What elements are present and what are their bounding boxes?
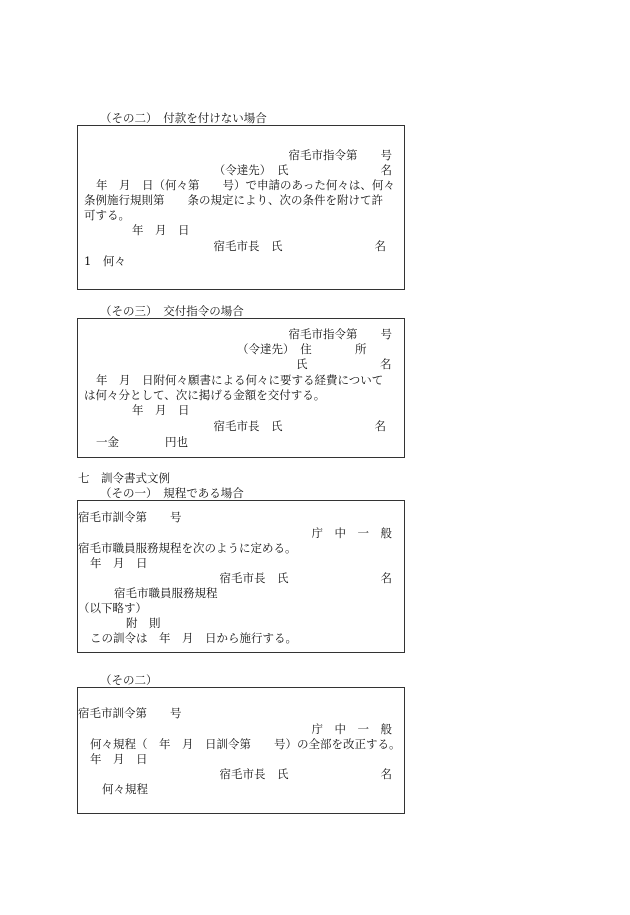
form-box-kunrei-2 [77, 687, 405, 814]
intro-line: 宿毛市職員服務規程を次のように定める。 [78, 541, 297, 555]
directive-number: 宿毛市指令第 号 [288, 148, 392, 162]
body-line-3: 可する。 [84, 208, 130, 222]
office-designation: 庁 中 一 般 [311, 526, 392, 540]
date-line: 年 月 日 [90, 556, 148, 570]
form-box-s3 [77, 318, 405, 458]
section-heading-s2: （その二） 付款を付けない場合 [100, 111, 267, 125]
sub-heading-2: （その二） [100, 673, 158, 687]
body-line-1: 年 月 日（何々第 号）で申請のあった何々は、何々 [96, 178, 395, 192]
body-line-2: は何々分として、次に掲げる金額を交付する。 [84, 388, 326, 402]
recipient-name-end: 名 [380, 357, 392, 371]
mayor-signature-line: 宿毛市長 氏 名 [219, 571, 392, 585]
date-line: 年 月 日 [132, 223, 190, 237]
body-line-2: 条例施行規則第 条の規定により、次の条件を附けて許 [84, 193, 383, 207]
body-line-1: 年 月 日附何々願書による何々に要する経費について [96, 373, 384, 387]
section-heading-s3: （その三） 交付指令の場合 [100, 304, 244, 318]
effective-date-line: この訓令は 年 月 日から施行する。 [90, 631, 297, 645]
mayor-signature-line: 宿毛市長 氏 名 [213, 419, 386, 433]
regulation-title: 宿毛市職員服務規程 [114, 586, 218, 600]
condition-item: 1 何々 [84, 254, 126, 268]
date-line: 年 月 日 [90, 752, 148, 766]
supplementary-provisions: 附 則 [126, 616, 161, 630]
grant-amount: 一金 円也 [96, 435, 188, 449]
mayor-signature-line: 宿毛市長 氏 名 [219, 767, 392, 781]
directive-number: 宿毛市指令第 号 [288, 327, 392, 341]
section-title-7: 七 訓令書式文例 [78, 471, 170, 485]
order-number: 宿毛市訓令第 号 [78, 510, 182, 524]
date-line: 年 月 日 [132, 403, 190, 417]
office-designation: 庁 中 一 般 [311, 722, 392, 736]
form-box-s2 [77, 125, 405, 290]
sub-heading-1: （その一） 規程である場合 [100, 486, 244, 500]
order-number: 宿毛市訓令第 号 [78, 706, 182, 720]
recipient-name-start: 氏 [296, 357, 308, 371]
recipient-address-label: （令達先） 住 [237, 342, 312, 356]
body-line: 何々規程（ 年 月 日訓令第 号）の全部を改正する。 [90, 737, 401, 751]
omitted-note: （以下略す） [78, 601, 147, 615]
regulation-name: 何々規程 [102, 782, 148, 796]
recipient-line: （令達先） 氏 名 [213, 163, 392, 177]
recipient-address-end: 所 [355, 342, 367, 356]
mayor-signature-line: 宿毛市長 氏 名 [213, 239, 386, 253]
form-box-kunrei-1 [77, 500, 405, 653]
